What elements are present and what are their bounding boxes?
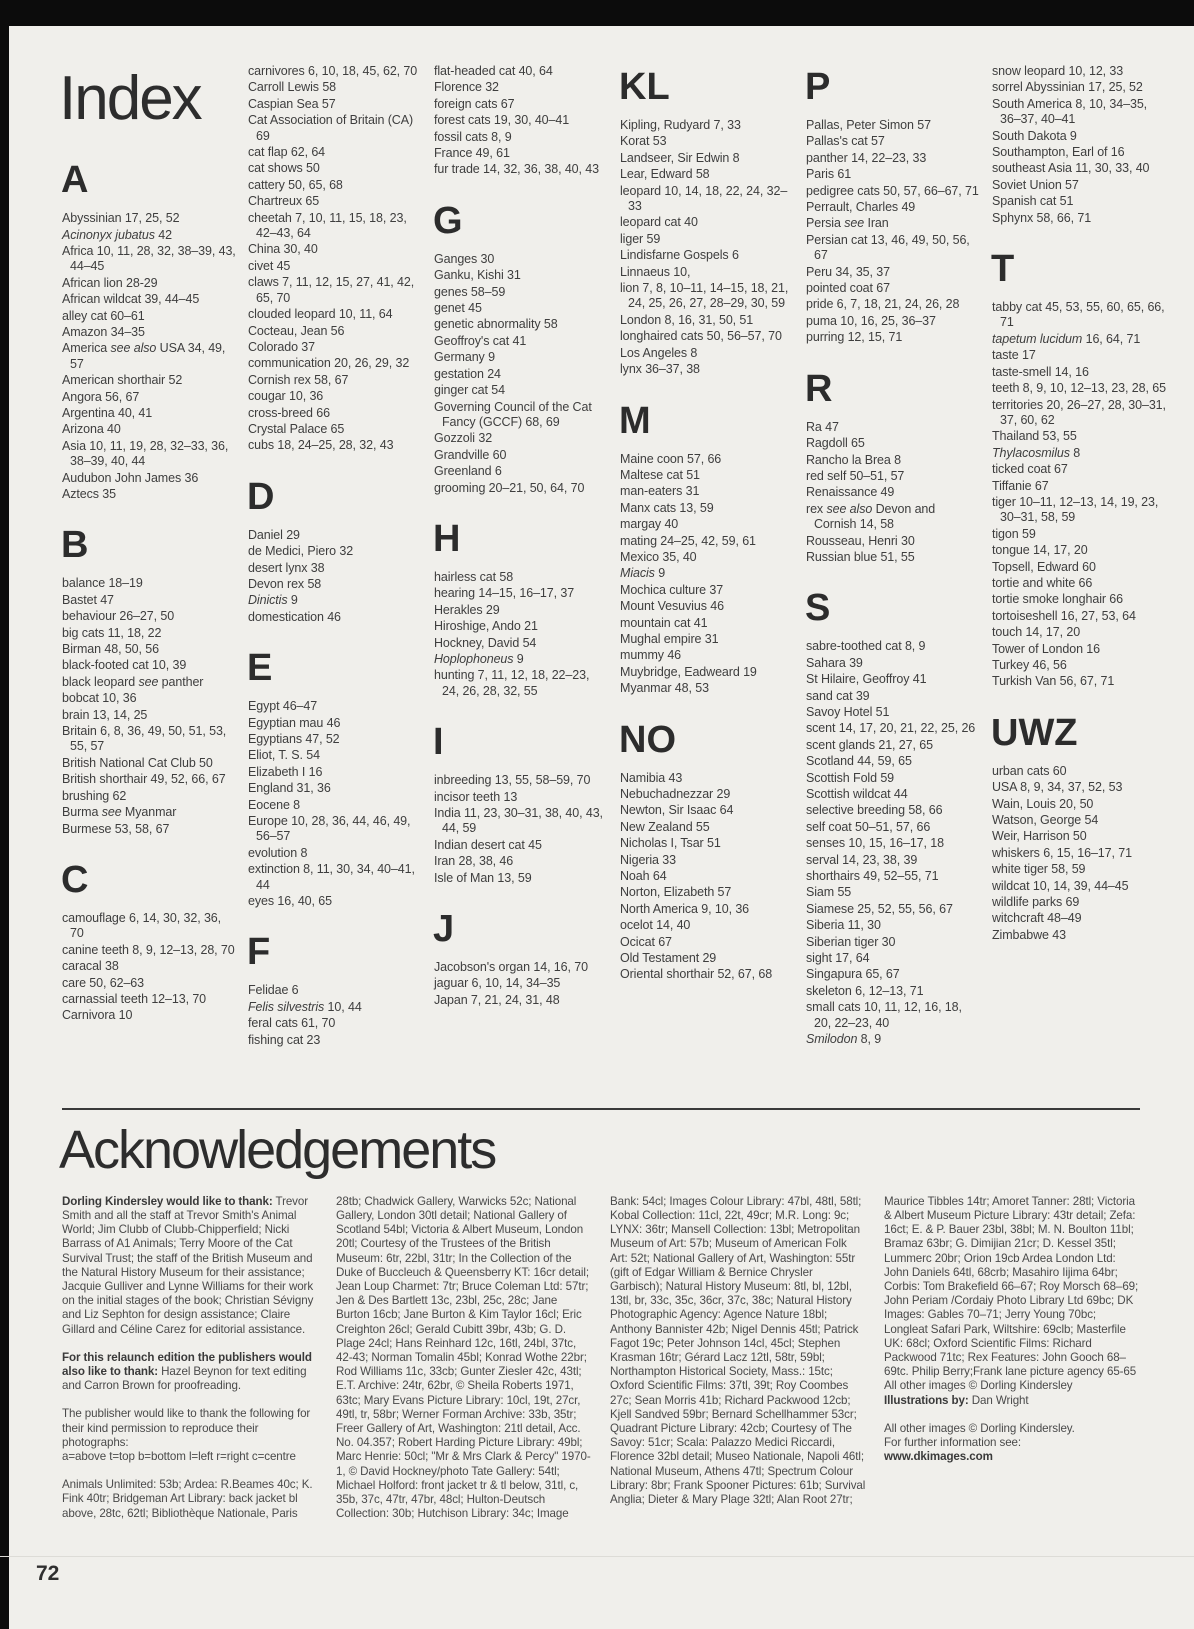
index-entry: eyes 16, 40, 65 bbox=[248, 894, 332, 909]
index-entry: small cats 10, 11, 12, 16, 18, 20, 22–23, 40 bbox=[806, 1000, 962, 1030]
index-entry: skeleton 6, 12–13, 71 bbox=[806, 983, 924, 998]
index-entry: Egyptians 47, 52 bbox=[248, 732, 340, 746]
index-entry: Indian desert cat 45 bbox=[434, 837, 542, 852]
index-entry: southeast Asia 11, 30, 33, 40 bbox=[992, 161, 1150, 176]
index-entry: North America 9, 10, 36 bbox=[620, 901, 750, 916]
index-entry: Cornish rex 58, 67 bbox=[248, 372, 349, 387]
index-entry: ocelot 14, 40 bbox=[620, 918, 691, 933]
index-entry: tortoiseshell 16, 27, 53, 64 bbox=[992, 608, 1136, 623]
index-entry: Colorado 37 bbox=[248, 339, 316, 354]
index-entry: selective breeding 58, 66 bbox=[806, 803, 943, 818]
index-entry: care 50, 62–63 bbox=[62, 975, 144, 990]
index-entry: South America 8, 10, 34–35, 36–37, 40–41 bbox=[992, 96, 1148, 127]
index-entry: Birman 48, 50, 56 bbox=[62, 642, 159, 657]
index-entry: Bastet 47 bbox=[62, 592, 114, 607]
index-entry: Siberia 11, 30 bbox=[806, 918, 881, 933]
acknowledgements-paragraph: 28tb; Chadwick Gallery, Warwicks 52c; National Gallery, London 30tl detail; National Gallery of Scotland 54bl; Victoria & Albert Museum, London 20tl; Courtesy of the Trustees of the British Museum: 6tr, 22bl, 31tr; In the Collection of the Duke of Buccleuch & Queensberry KT: 16cr detail; Jean Loup Charmet: 7tr; Bruce Coleman Ltd: 57tr; Jen & Des Bartlett 13c, 23bl, 25c, 28c; Jane Burton 16cb; Jane Burton & Kim Taylor 16cl; Eric Creighton 26cl; Gerald Cubitt 39br, 43b; G. D. Plage 24cl; Hans Reinhard 12c, 16tl, 24bl, 37tc, 42-43; Norman Tomalin 45bl; Konrad Wothe 22br; Rod Williams 11c, 33cb; Gunter Ziesler 42c, 43tl; E.T. Archive: 24tr, 62br, © Sheila Roberts 1971, 63tc; Mary Evans Picture Library: 10cl, 19t, 27cr, 49tl, tr, 58br; Werner Forman Archive: 33b, 35tr; Freer Gallery of Art, Washington: 21tl detail, Acc. No. 04.357; Robert Harding Picture Library: 49bl; Marc Henrie: 50cl; "Mr & Mrs Clark & Percy" 1970-1, © David Hockney/photo Tate Gallery: 54tl; Michael Holford: front jacket tr & tl below, 31tl, c, 35b, 37c, 47tr, 47br, 48cl; Hulton-Deutsch Collection: 30b; Hutchison Library: 34c; Image bbox=[336, 1194, 591, 1521]
index-entry: evolution 8 bbox=[248, 845, 308, 860]
index-entry: Thailand 53, 55 bbox=[992, 429, 1077, 444]
index-entry: whiskers 6, 15, 16–17, 71 bbox=[992, 845, 1132, 860]
index-entry: Isle of Man 13, 59 bbox=[434, 870, 532, 885]
index-entry: Mughal empire 31 bbox=[620, 631, 719, 646]
index-entry: Florence 32 bbox=[434, 80, 499, 95]
index-letter-heading: G bbox=[433, 199, 463, 242]
index-entry: Felidae 6 bbox=[248, 983, 299, 998]
index-entry: France 49, 61 bbox=[434, 146, 510, 161]
index-entry: ginger cat 54 bbox=[434, 383, 505, 398]
index-entry: Sphynx 58, 66, 71 bbox=[992, 210, 1092, 225]
index-entry: leopard cat 40 bbox=[620, 215, 698, 230]
index-entry: Linnaeus 10, bbox=[620, 264, 691, 279]
index-entry: Egyptian mau 46 bbox=[248, 715, 341, 730]
index-entry: London 8, 16, 31, 50, 51 bbox=[620, 312, 754, 327]
index-entry: Topsell, Edward 60 bbox=[992, 559, 1096, 574]
index-entry: tortie and white 66 bbox=[992, 575, 1093, 590]
index-entry: Mexico 35, 40 bbox=[620, 549, 697, 564]
index-entry: fishing cat 23 bbox=[248, 1032, 321, 1047]
index-entry: Weir, Harrison 50 bbox=[992, 829, 1087, 844]
index-entry: Geoffroy's cat 41 bbox=[434, 333, 527, 348]
index-entry: genetic abnormality 58 bbox=[434, 317, 558, 332]
index-entry: Governing Council of the Cat Fancy (GCCF) 68, 69 bbox=[434, 399, 592, 429]
index-entry: Hoplophoneus 9 bbox=[434, 651, 524, 666]
index-entry: Siam 55 bbox=[806, 885, 852, 900]
index-letter-heading: R bbox=[805, 367, 833, 410]
index-entry: feral cats 61, 70 bbox=[248, 1016, 336, 1031]
index-entry: cross-breed 66 bbox=[248, 405, 330, 420]
index-entry: Maltese cat 51 bbox=[620, 467, 700, 482]
index-entry: Old Testament 29 bbox=[620, 951, 717, 966]
index-entry: liger 59 bbox=[620, 231, 661, 246]
index-entry: cattery 50, 65, 68 bbox=[248, 177, 343, 192]
index-entry: Devon rex 58 bbox=[248, 576, 322, 591]
index-entry: taste 17 bbox=[992, 348, 1036, 363]
index-entry: Aztecs 35 bbox=[62, 487, 116, 501]
index-entry: Burmese 53, 58, 67 bbox=[62, 821, 170, 836]
index-entry: canine teeth 8, 9, 12–13, 28, 70 bbox=[62, 942, 235, 957]
index-entry: panther 14, 22–23, 33 bbox=[806, 150, 927, 165]
index-entry: Persian cat 13, 46, 49, 50, 56, 67 bbox=[806, 232, 970, 263]
index-entry: Renaissance 49 bbox=[806, 485, 895, 500]
index-entry: Amazon 34–35 bbox=[62, 324, 145, 339]
index-entry: Angora 56, 67 bbox=[62, 389, 140, 404]
index-entry: fossil cats 8, 9 bbox=[434, 129, 512, 144]
index-column bbox=[992, 64, 1166, 1049]
index-entry: Audubon John James 36 bbox=[62, 470, 199, 485]
index-letter-heading: UWZ bbox=[991, 711, 1078, 754]
index-entry: cat shows 50 bbox=[248, 161, 320, 176]
index-letter-heading: A bbox=[61, 159, 89, 202]
index-entry: touch 14, 17, 20 bbox=[992, 625, 1081, 640]
index-entry: mountain cat 41 bbox=[620, 615, 708, 630]
index-entry: white tiger 58, 59 bbox=[992, 862, 1086, 877]
index-entry: Nebuchadnezzar 29 bbox=[620, 787, 731, 801]
index-entry: Germany 9 bbox=[434, 350, 495, 365]
index-entry: Muybridge, Eadweard 19 bbox=[620, 664, 757, 679]
index-entry: Dinictis 9 bbox=[248, 593, 298, 608]
index-entry: Newton, Sir Isaac 64 bbox=[620, 803, 734, 818]
scan-edge-top bbox=[0, 0, 1194, 26]
index-entry: carnassial teeth 12–13, 70 bbox=[62, 991, 207, 1006]
index-entry: inbreeding 13, 55, 58–59, 70 bbox=[434, 773, 591, 788]
index-entry: lion 7, 8, 10–11, 14–15, 18, 21, 24, 25, 26, 27, 28–29, 30, 59 bbox=[620, 281, 789, 311]
index-entry: Norton, Elizabeth 57 bbox=[620, 885, 732, 900]
index-entry: Manx cats 13, 59 bbox=[620, 500, 714, 515]
index-entry: tapetum lucidum 16, 64, 71 bbox=[992, 331, 1141, 346]
index-entry: Perrault, Charles 49 bbox=[806, 200, 916, 215]
index-entry: leopard 10, 14, 18, 22, 24, 32–33 bbox=[620, 183, 788, 214]
index-entry: Chartreux 65 bbox=[248, 194, 320, 209]
acknowledgements-paragraph: For this relaunch edition the publishers would also like to thank: Hazel Beynon for text editing and Carron Brown for proofreading. bbox=[62, 1350, 312, 1393]
index-entry: sorrel Abyssinian 17, 25, 52 bbox=[992, 80, 1143, 95]
index-entry: wildcat 10, 14, 39, 44–45 bbox=[992, 878, 1129, 893]
index-entry: Ragdoll 65 bbox=[806, 436, 865, 451]
index-entry: balance 18–19 bbox=[62, 576, 143, 591]
index-entry: China 30, 40 bbox=[248, 242, 318, 257]
index-letter-heading: B bbox=[61, 524, 89, 567]
index-entry: Pallas's cat 57 bbox=[806, 134, 885, 149]
index-entry: Nicholas I, Tsar 51 bbox=[620, 836, 721, 851]
index-entry: Miacis 9 bbox=[620, 566, 666, 581]
index-entry: pointed coat 67 bbox=[806, 281, 890, 296]
index-section bbox=[59, 64, 1166, 1049]
index-entry: Asia 10, 11, 19, 28, 32–33, 36, 38–39, 40, 44 bbox=[62, 438, 229, 469]
index-entry: longhaired cats 50, 56–57, 70 bbox=[620, 329, 782, 344]
index-entry: USA 8, 9, 34, 37, 52, 53 bbox=[992, 780, 1123, 795]
index-entry: black leopard see panther bbox=[62, 674, 204, 689]
index-entry: Scotland 44, 59, 65 bbox=[806, 754, 912, 769]
index-entry: Mount Vesuvius 46 bbox=[620, 599, 724, 614]
index-letter-heading: T bbox=[991, 248, 1015, 291]
index-letter-heading: P bbox=[805, 66, 831, 108]
index-entry: red self 50–51, 57 bbox=[806, 468, 905, 483]
index-entry: England 31, 36 bbox=[248, 781, 331, 796]
index-entry: extinction 8, 11, 30, 34, 40–41, 44 bbox=[248, 862, 415, 892]
index-entry: Russian blue 51, 55 bbox=[806, 549, 915, 564]
index-entry: Singapura 65, 67 bbox=[806, 967, 900, 982]
index-entry: African lion 28-29 bbox=[62, 275, 158, 290]
index-entry: Ganku, Kishi 31 bbox=[434, 268, 521, 283]
index-entry: Korat 53 bbox=[620, 134, 667, 149]
index-entry: Ra 47 bbox=[806, 419, 839, 434]
index-entry: Thylacosmilus 8 bbox=[992, 445, 1081, 460]
acknowledgements-column bbox=[62, 1195, 318, 1536]
index-entry: Europe 10, 28, 36, 44, 46, 49, 56–57 bbox=[248, 814, 411, 844]
index-entry: Siamese 25, 52, 55, 56, 67 bbox=[806, 901, 953, 916]
acknowledgements-paragraph: Dorling Kindersley would like to thank: Trevor Smith and all the staff at Trevor Smith's Animal World; Jim Clubb of Clubb-Chipperfield; Nicki Barrass of A1 Animals; Terry Moore of the Cat Survival Trust; the staff of the British Museum and the Natural History Museum for their assistance; Jacquie Gulliver and Lynne Williams for their work on the initial stages of the book; Christian Sévigny and Liz Sephton for design assistance; Claire Gillard and Céline Carez for editorial assistance. bbox=[62, 1194, 314, 1336]
index-entry: communication 20, 26, 29, 32 bbox=[248, 356, 410, 371]
index-entry: Savoy Hotel 51 bbox=[806, 704, 890, 719]
index-entry: mating 24–25, 42, 59, 61 bbox=[620, 533, 756, 548]
index-entry: flat-headed cat 40, 64 bbox=[434, 64, 553, 78]
index-entry: de Medici, Piero 32 bbox=[248, 544, 354, 559]
index-entry: Africa 10, 11, 28, 32, 38–39, 43, 44–45 bbox=[62, 243, 236, 274]
index-letter-heading: H bbox=[433, 517, 461, 560]
index-entry: alley cat 60–61 bbox=[62, 308, 145, 323]
index-entry: shorthairs 49, 52–55, 71 bbox=[806, 869, 939, 884]
index-letter-heading: NO bbox=[619, 718, 676, 761]
index-entry: desert lynx 38 bbox=[248, 560, 325, 575]
index-entry: mummy 46 bbox=[620, 648, 682, 663]
index-entry: Sahara 39 bbox=[806, 655, 863, 670]
index-entry: forest cats 19, 30, 40–41 bbox=[434, 113, 570, 128]
index-entry: South Dakota 9 bbox=[992, 128, 1077, 143]
index-entry: purring 12, 15, 71 bbox=[806, 330, 903, 345]
index-entry: Maine coon 57, 66 bbox=[620, 451, 722, 466]
index-entry: Burma see Myanmar bbox=[62, 805, 177, 820]
index-entry: self coat 50–51, 57, 66 bbox=[806, 819, 931, 834]
index-entry: cougar 10, 36 bbox=[248, 389, 324, 404]
index-entry: brushing 62 bbox=[62, 788, 127, 803]
index-entry: camouflage 6, 14, 30, 32, 36, 70 bbox=[62, 910, 222, 941]
index-letter-heading: S bbox=[805, 587, 831, 630]
index-entry: British shorthair 49, 52, 66, 67 bbox=[62, 772, 226, 787]
index-entry: civet 45 bbox=[248, 258, 291, 273]
index-letter-heading: M bbox=[619, 399, 651, 442]
index-entry: Abyssinian 17, 25, 52 bbox=[62, 211, 180, 226]
index-column bbox=[806, 64, 980, 1049]
index-entry: Ganges 30 bbox=[434, 251, 495, 266]
index-entry: Pallas, Peter Simon 57 bbox=[806, 118, 931, 132]
index-entry: Iran 28, 38, 46 bbox=[434, 854, 514, 869]
index-entry: Ocicat 67 bbox=[620, 934, 672, 949]
index-column bbox=[620, 64, 794, 1049]
index-entry: tortie smoke longhair 66 bbox=[992, 592, 1124, 607]
index-entry: brain 13, 14, 25 bbox=[62, 707, 148, 722]
index-entry: Tower of London 16 bbox=[992, 641, 1101, 656]
index-entry: sabre-toothed cat 8, 9 bbox=[806, 639, 926, 654]
page-number: 72 bbox=[36, 1562, 60, 1585]
index-letter-heading: KL bbox=[619, 66, 670, 108]
index-entry: incisor teeth 13 bbox=[434, 789, 518, 804]
index-entry: Rancho la Brea 8 bbox=[806, 452, 901, 467]
index-entry: Cat Association of Britain (CA) 69 bbox=[248, 113, 414, 143]
index-entry: India 11, 23, 30–31, 38, 40, 43, 44, 59 bbox=[434, 806, 603, 836]
index-letter-heading: D bbox=[247, 475, 275, 518]
index-entry: pride 6, 7, 18, 21, 24, 26, 28 bbox=[806, 297, 960, 312]
index-entry: claws 7, 11, 12, 15, 27, 41, 42, 65, 70 bbox=[248, 275, 415, 305]
index-entry: cat flap 62, 64 bbox=[248, 145, 326, 160]
index-entry: puma 10, 16, 25, 36–37 bbox=[806, 313, 936, 328]
index-entry: Egypt 46–47 bbox=[248, 699, 318, 714]
index-entry: Daniel 29 bbox=[248, 527, 300, 542]
index-entry: Elizabeth I 16 bbox=[248, 764, 323, 779]
index-entry: Carnivora 10 bbox=[62, 1008, 133, 1023]
index-entry: Caspian Sea 57 bbox=[248, 96, 336, 111]
index-entry: Britain 6, 8, 36, 49, 50, 51, 53, 55, 57 bbox=[62, 724, 227, 754]
index-entry: Soviet Union 57 bbox=[992, 177, 1079, 192]
index-entry: clouded leopard 10, 11, 64 bbox=[248, 307, 393, 322]
index-entry: Eliot, T. S. 54 bbox=[248, 748, 320, 763]
acknowledgements-title: Acknowledgements bbox=[59, 1120, 496, 1180]
index-entry: Wain, Louis 20, 50 bbox=[992, 796, 1094, 811]
index-letter-heading: E bbox=[247, 647, 273, 690]
index-entry: Acinonyx jubatus 42 bbox=[62, 227, 172, 242]
index-entry: serval 14, 23, 38, 39 bbox=[806, 852, 918, 867]
index-entry: sand cat 39 bbox=[806, 688, 870, 703]
index-entry: Persia see Iran bbox=[806, 216, 889, 231]
index-entry: Scottish wildcat 44 bbox=[806, 787, 908, 801]
index-entry: man-eaters 31 bbox=[620, 484, 700, 499]
index-entry: Mochica culture 37 bbox=[620, 582, 724, 597]
index-entry: rex see also Devon and Cornish 14, 58 bbox=[806, 501, 936, 532]
index-entry: Hockney, David 54 bbox=[434, 635, 537, 650]
index-entry: Namibia 43 bbox=[620, 770, 683, 785]
index-entry: Turkey 46, 56 bbox=[992, 658, 1067, 672]
index-entry: grooming 20–21, 50, 64, 70 bbox=[434, 480, 585, 495]
index-letter-heading: I bbox=[433, 721, 444, 764]
index-entry: Hiroshige, Ando 21 bbox=[434, 619, 538, 634]
index-entry: genet 45 bbox=[434, 301, 482, 316]
index-entry: hunting 7, 11, 12, 18, 22–23, 24, 26, 28, 32, 55 bbox=[434, 668, 590, 698]
index-entry: Landseer, Sir Edwin 8 bbox=[620, 150, 740, 165]
index-entry: Rousseau, Henri 30 bbox=[806, 533, 915, 548]
index-entry: behaviour 26–27, 50 bbox=[62, 609, 175, 624]
index-entry: Tiffanie 67 bbox=[992, 478, 1049, 493]
acknowledgements-section bbox=[59, 1108, 1140, 1535]
index-entry: America see also USA 34, 49, 57 bbox=[62, 341, 226, 371]
index-entry: Grandville 60 bbox=[434, 447, 507, 462]
index-column bbox=[59, 64, 236, 1049]
index-entry: cubs 18, 24–25, 28, 32, 43 bbox=[248, 438, 394, 453]
index-entry: jaguar 6, 10, 14, 34–35 bbox=[434, 976, 561, 991]
index-entry: Eocene 8 bbox=[248, 797, 301, 812]
index-entry: ticked coat 67 bbox=[992, 462, 1068, 477]
index-entry: witchcraft 48–49 bbox=[992, 911, 1082, 926]
index-letter-heading: F bbox=[247, 931, 271, 974]
index-entry: wildlife parks 69 bbox=[992, 895, 1080, 910]
acknowledgements-paragraph: Maurice Tibbles 14tr; Amoret Tanner: 28tl; Victoria & Albert Museum Picture Library: 43tr detail; Zefa: 16ct; E. & P. Bauer 23bl, 38bl; M. N. Boulton 11bl; Bramaz 63br; G. Dimijian 21cr; D. Kessel 35tl; Lummerc 20br; Orion 19cb Ardea London Ltd: John Daniels 64tl, 68crb; Masahiro Iijima 64br; Corbis: Tom Brakefield 66–67; Roy Morsch 68–69; John Periam /Cordaiy Photo Library Ltd 69bc; DK Images: Gables 70–71; Jerry Young 70bc; Longleat Safari Park, Wiltshire: 69clb; Masterfile UK: 68cl; Oxford Scientific Films: Richard Packwood 71tc; Rex Features: John Gooch 68–69tc. Philip Berry;Frank lane picture agency 65-65 All other images © Dorling Kindersley Illustrations by: Dan Wright bbox=[884, 1194, 1139, 1407]
index-entry: taste-smell 14, 16 bbox=[992, 364, 1089, 379]
index-entry: Nigeria 33 bbox=[620, 852, 676, 867]
index-entry: urban cats 60 bbox=[992, 763, 1067, 778]
index-entry: Lindisfarne Gospels 6 bbox=[620, 248, 739, 263]
index-entry: Kipling, Rudyard 7, 33 bbox=[620, 118, 741, 132]
index-entry: Los Angeles 8 bbox=[620, 345, 698, 360]
index-entry: hairless cat 58 bbox=[434, 569, 514, 584]
index-entry: Turkish Van 56, 67, 71 bbox=[992, 674, 1115, 689]
index-entry: scent 14, 17, 20, 21, 22, 25, 26 bbox=[806, 721, 976, 736]
index-entry: genes 58–59 bbox=[434, 284, 506, 299]
index-entry: British National Cat Club 50 bbox=[62, 755, 213, 770]
index-entry: pedigree cats 50, 57, 66–67, 71 bbox=[806, 183, 979, 198]
index-entry: teeth 8, 9, 10, 12–13, 23, 28, 65 bbox=[992, 381, 1166, 396]
index-entry: New Zealand 55 bbox=[620, 819, 710, 834]
index-entry: cheetah 7, 10, 11, 15, 18, 23, 42–43, 64 bbox=[248, 210, 407, 241]
acknowledgements-column bbox=[610, 1195, 866, 1536]
index-entry: Zimbabwe 43 bbox=[992, 927, 1066, 942]
index-column bbox=[248, 64, 422, 1049]
index-entry: margay 40 bbox=[620, 517, 679, 532]
index-letter-heading: J bbox=[433, 908, 455, 951]
acknowledgements-paragraph: All other images © Dorling Kindersley. For further information see: www.dkimages.com bbox=[884, 1421, 1075, 1464]
index-entry: Herakles 29 bbox=[434, 602, 500, 617]
index-entry: Carroll Lewis 58 bbox=[248, 80, 337, 95]
footer-rule bbox=[0, 1556, 1194, 1557]
index-entry: American shorthair 52 bbox=[62, 373, 183, 388]
acknowledgements-columns bbox=[62, 1195, 1140, 1536]
index-entry: African wildcat 39, 44–45 bbox=[62, 292, 200, 307]
index-entry: Felis silvestris 10, 44 bbox=[248, 999, 362, 1014]
index-entry: scent glands 21, 27, 65 bbox=[806, 737, 933, 752]
index-entry: senses 10, 15, 16–17, 18 bbox=[806, 836, 944, 851]
index-entry: Japan 7, 21, 24, 31, 48 bbox=[434, 992, 560, 1007]
index-entry: black-footed cat 10, 39 bbox=[62, 658, 187, 673]
index-entry: Argentina 40, 41 bbox=[62, 405, 153, 420]
index-entry: tiger 10–11, 12–13, 14, 19, 23, 30–31, 58, 59 bbox=[992, 494, 1159, 525]
index-entry: carnivores 6, 10, 18, 45, 62, 70 bbox=[248, 64, 418, 78]
index-entry: snow leopard 10, 12, 33 bbox=[992, 64, 1124, 78]
index-letter-heading: C bbox=[61, 858, 89, 901]
index-entry: big cats 11, 18, 22 bbox=[62, 625, 162, 640]
index-entry: Lear, Edward 58 bbox=[620, 167, 710, 182]
index-entry: Myanmar 48, 53 bbox=[620, 681, 709, 696]
index-entry: Greenland 6 bbox=[434, 464, 502, 479]
acknowledgements-column bbox=[336, 1195, 592, 1536]
index-entry: Paris 61 bbox=[806, 167, 852, 182]
index-entry: tabby cat 45, 53, 55, 60, 65, 66, 71 bbox=[992, 300, 1165, 330]
index-entry: Noah 64 bbox=[620, 869, 667, 884]
index-entry: Siberian tiger 30 bbox=[806, 934, 896, 949]
acknowledgements-paragraph: The publisher would like to thank the following for their kind permission to reproduce their photographs: a=above t=top b=bottom l=left r=right c=centre bbox=[62, 1407, 311, 1463]
index-entry: tongue 14, 17, 20 bbox=[992, 543, 1088, 558]
index-entry: Smilodon 8, 9 bbox=[806, 1032, 882, 1047]
index-entry: tigon 59 bbox=[992, 526, 1036, 541]
acknowledgements-column bbox=[884, 1195, 1140, 1536]
index-entry: Cocteau, Jean 56 bbox=[248, 323, 345, 338]
index-entry: foreign cats 67 bbox=[434, 96, 515, 111]
index-entry: Gozzoli 32 bbox=[434, 431, 493, 446]
scan-edge-left bbox=[0, 0, 9, 1629]
index-entry: Southampton, Earl of 16 bbox=[992, 145, 1125, 160]
index-entry: Jacobson's organ 14, 16, 70 bbox=[434, 960, 588, 975]
index-entry: domestication 46 bbox=[248, 609, 341, 624]
index-entry: Oriental shorthair 52, 67, 68 bbox=[620, 967, 773, 982]
index-entry: Peru 34, 35, 37 bbox=[806, 264, 890, 279]
index-entry: lynx 36–37, 38 bbox=[620, 362, 700, 377]
acknowledgements-paragraph: Bank: 54cl; Images Colour Library: 47bl, 48tl, 58tl; Kobal Collection: 11cl, 22t, 49cr; M.R. Long: 9c; LYNX: 36tr; Mansell Collection: 13bl; Metropolitan Museum of Art: 57b; Museum of American Folk Art: 52t; National Gallery of Art, Washington: 55tr (gift of Edgar William & Bernice Chrysler Garbisch); Natural History Museum: 8tl, bl, 12bl, 13tl, br, 33c, 35c, 36cr, 37c, 38c; Natural History Photographic Agency: Agence Nature 18bl; Anthony Bannister 42b; Nigel Dennis 45tl; Patrick Fagot 19c; Peter Johnson 14cl, 45cl; Stephen Krasman 16tr; Gérard Lacz 12tl, 58tr, 59bl; Northampton Historical Society, Mass.: 15tc; Oxford Scientific Films: 37tl, 39t; Roy Coombes 27c; Sean Morris 41b; Richard Packwood 12cb; Kjell Sandved 59br; Bernard Schellhammer 53cr; Quadrant Picture Library: 42cb; Courtesy of The Savoy: 51cr; Scala: Palazzo Medici Riccardi, Florence 32bl detail; Museo Nationale, Napoli 46tl; National Museum, Athens 47tl; Spectrum Colour Library: 8br; Frank Spooner Pictures: 61b; Survival Anglia; Dieter & Mary Plage 32tl; Alan Root 27tr; bbox=[610, 1194, 866, 1506]
index-entry: St Hilaire, Geoffroy 41 bbox=[806, 672, 927, 687]
index-entry: Scottish Fold 59 bbox=[806, 770, 895, 785]
index-entry: Crystal Palace 65 bbox=[248, 421, 345, 436]
index-title: Index bbox=[59, 64, 201, 133]
index-entry: Arizona 40 bbox=[62, 422, 121, 437]
index-entry: territories 20, 26–27, 28, 30–31, 37, 60, 62 bbox=[992, 397, 1166, 427]
index-entry: hearing 14–15, 16–17, 37 bbox=[434, 586, 575, 601]
index-entry: Spanish cat 51 bbox=[992, 194, 1074, 209]
index-column bbox=[434, 64, 608, 1049]
index-entry: bobcat 10, 36 bbox=[62, 691, 137, 706]
index-entry: fur trade 14, 32, 36, 38, 40, 43 bbox=[434, 162, 599, 177]
index-entry: sight 17, 64 bbox=[806, 951, 870, 966]
index-entry: Watson, George 54 bbox=[992, 813, 1099, 828]
acknowledgements-paragraph: Animals Unlimited: 53b; Ardea: R.Beames 40c; K. Fink 40tr; Bridgeman Art Library: back jacket bl above, 28tc, 62tl; Bibliothèque Nationale, Paris bbox=[62, 1478, 313, 1520]
index-entry: gestation 24 bbox=[434, 366, 501, 381]
index-entry: caracal 38 bbox=[62, 959, 119, 974]
